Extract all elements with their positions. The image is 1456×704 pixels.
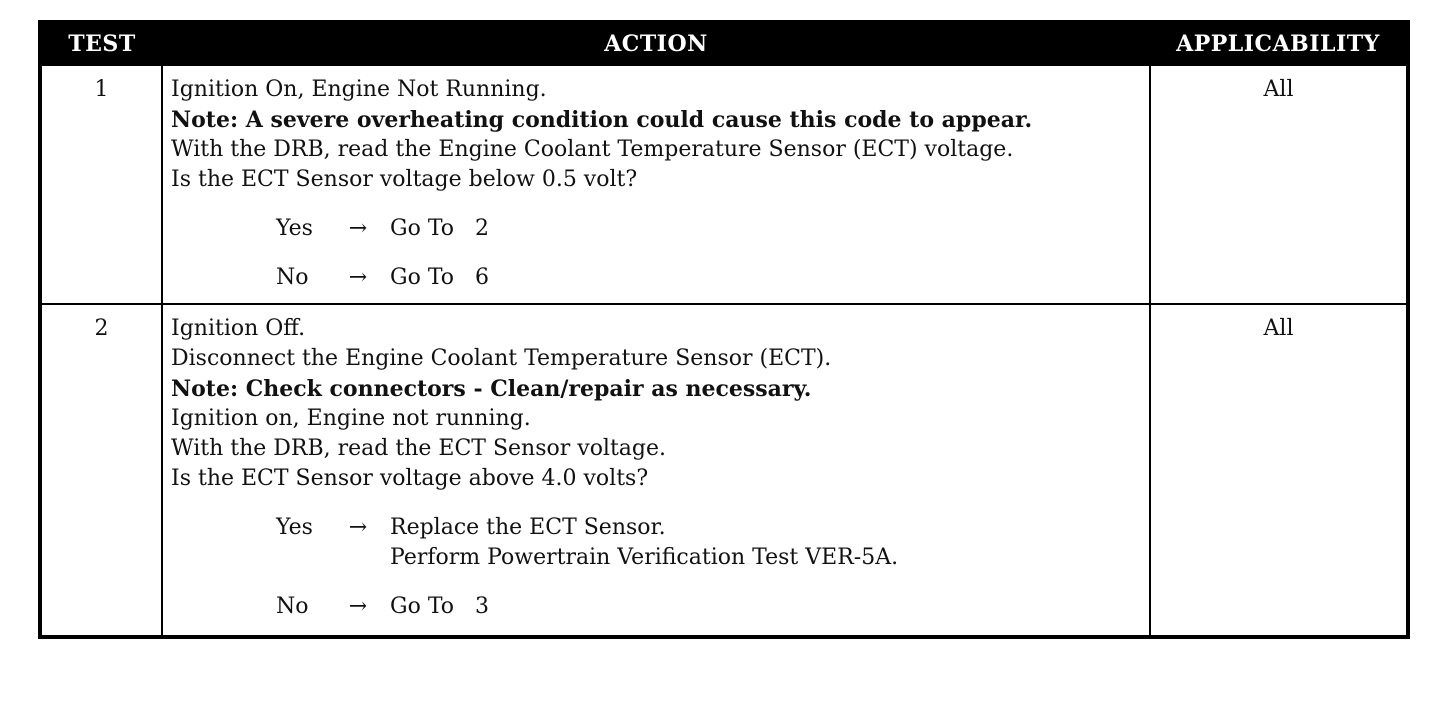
arrow-icon: → bbox=[348, 594, 368, 619]
branch-result-line: Go To 6 bbox=[390, 265, 489, 290]
table-row bbox=[40, 65, 1408, 304]
yes-branch bbox=[276, 214, 1141, 244]
branch-result-line: Go To 2 bbox=[390, 216, 489, 241]
action-step: Ignition On, Engine Not Running. bbox=[171, 77, 547, 102]
arrow-icon: → bbox=[348, 265, 368, 290]
branch-result-line: Replace the ECT Sensor. bbox=[390, 515, 666, 540]
branch-result bbox=[390, 263, 489, 293]
arrow-icon: → bbox=[348, 515, 368, 540]
action-step: Ignition on, Engine not running. bbox=[171, 406, 531, 431]
table-header-row bbox=[40, 22, 1408, 65]
test-number: 2 bbox=[40, 304, 162, 637]
action-cell bbox=[162, 65, 1150, 304]
branch-answer: No bbox=[276, 594, 309, 619]
applicability-value: All bbox=[1150, 65, 1408, 304]
arrow-icon: → bbox=[348, 216, 368, 241]
branch-result bbox=[390, 513, 898, 573]
action-question: Is the ECT Sensor voltage below 0.5 volt? bbox=[171, 167, 638, 192]
action-question: Is the ECT Sensor voltage above 4.0 volts? bbox=[171, 466, 649, 491]
action-note: Note: A severe overheating condition could cause this code to appear. bbox=[171, 107, 1033, 133]
header-action: ACTION bbox=[162, 22, 1150, 65]
action-cell bbox=[162, 304, 1150, 637]
header-applicability: APPLICABILITY bbox=[1150, 22, 1408, 65]
diagnostic-test-table bbox=[38, 20, 1410, 639]
action-step: With the DRB, read the ECT Sensor voltage. bbox=[171, 436, 667, 461]
test-number: 1 bbox=[40, 65, 162, 304]
table-row bbox=[40, 304, 1408, 637]
action-step: Disconnect the Engine Coolant Temperature Sensor (ECT). bbox=[171, 346, 832, 371]
no-branch bbox=[276, 263, 1141, 293]
branch-answer: No bbox=[276, 265, 309, 290]
branch-result-line: Go To 3 bbox=[390, 594, 489, 619]
header-test: TEST bbox=[40, 22, 162, 65]
applicability-value: All bbox=[1150, 304, 1408, 637]
branch-result bbox=[390, 214, 489, 244]
action-note: Note: Check connectors - Clean/repair as necessary. bbox=[171, 376, 812, 402]
branch-result-line: Perform Powertrain Verification Test VER-5A. bbox=[390, 545, 899, 570]
yes-branch bbox=[276, 513, 1141, 573]
branch-answer: Yes bbox=[276, 216, 313, 241]
branch-result bbox=[390, 592, 489, 622]
action-step: Ignition Off. bbox=[171, 316, 306, 341]
action-step: With the DRB, read the Engine Coolant Temperature Sensor (ECT) voltage. bbox=[171, 137, 1014, 162]
no-branch bbox=[276, 592, 1141, 622]
branch-answer: Yes bbox=[276, 515, 313, 540]
